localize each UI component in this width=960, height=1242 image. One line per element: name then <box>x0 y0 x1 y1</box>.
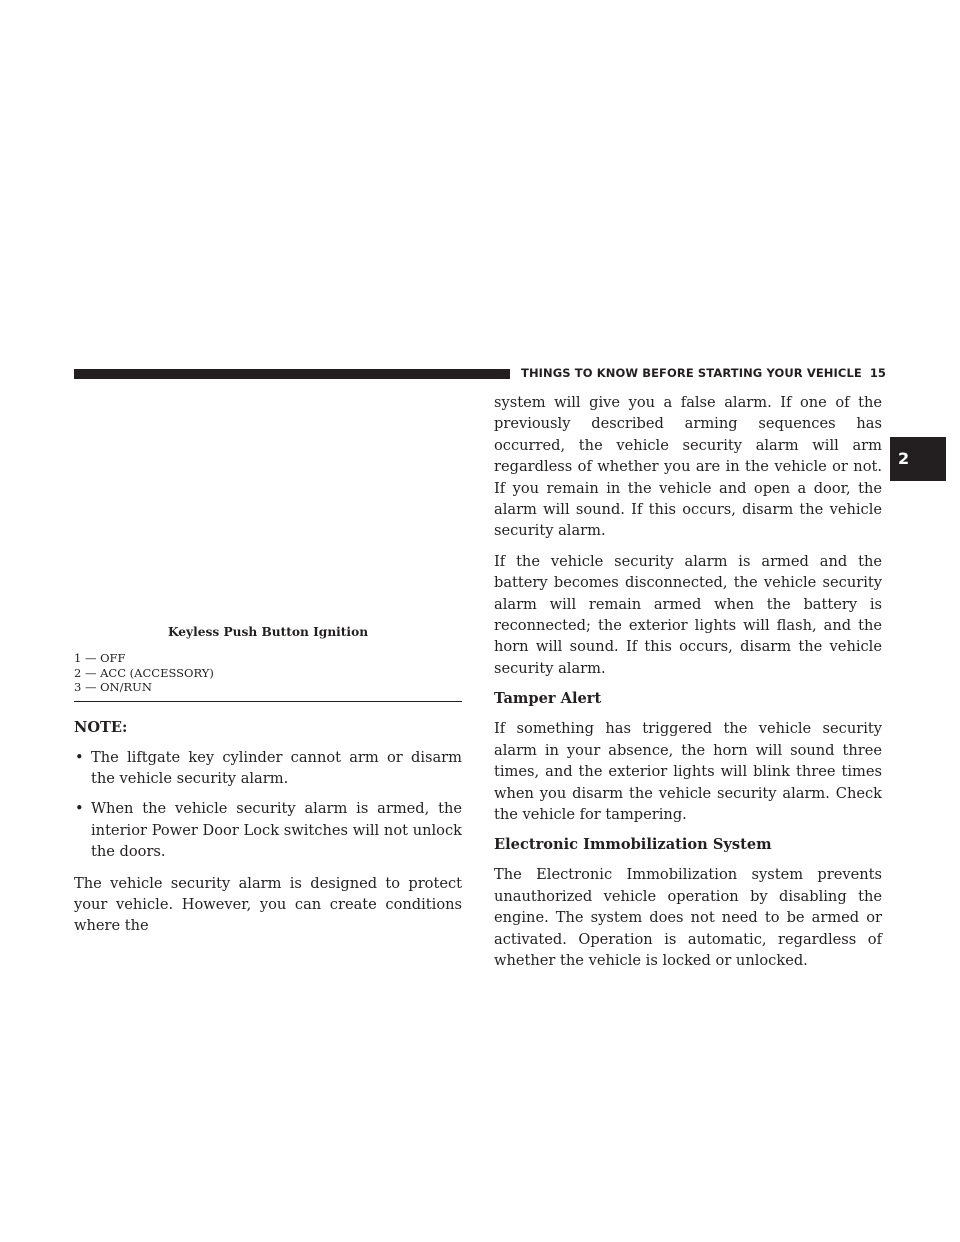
section-heading-immobilization: Electronic Immobilization System <box>494 836 772 854</box>
page-number: 15 <box>869 366 887 380</box>
section-heading-tamper-alert: Tamper Alert <box>494 690 602 708</box>
note-label: NOTE: <box>74 718 128 736</box>
legend-item: 2 — ACC (ACCESSORY) <box>74 665 214 680</box>
header-rule-bar <box>74 369 510 379</box>
left-column <box>74 624 462 946</box>
note-bullet: • The liftgate key cylinder cannot arm or disarm the vehicle security alarm. <box>74 747 462 790</box>
body-paragraph: If the vehicle security alarm is armed and the battery becomes disconnected, the vehicle security alarm will remain armed when the battery is reconnected; the exterior lights will flash, and the horn will sound. If this occurs, disarm the vehicle security alarm. <box>494 552 882 677</box>
legend-item: 3 — ON/RUN <box>74 680 152 694</box>
section-title: THINGS TO KNOW BEFORE STARTING YOUR VEHICLE <box>521 366 862 380</box>
right-column <box>494 392 882 980</box>
running-header <box>521 366 886 380</box>
figure-caption-title: Keyless Push Button Ignition <box>167 625 369 639</box>
body-paragraph: If something has triggered the vehicle security alarm in your absence, the horn will sound three times, and the exterior lights will blink three times when you disarm the vehicle security alarm. Check the vehicle for tampering. <box>494 720 882 823</box>
body-paragraph: system will give you a false alarm. If one of the previously described arming sequences has occurred, the vehicle security alarm will arm regardless of whether you are in the vehicle or not. If you remain in the vehicle and open a door, the alarm will sound. If this occurs, disarm the vehicle security alarm. <box>494 394 882 540</box>
body-paragraph: The vehicle security alarm is designed to protect your vehicle. However, you can create conditions where the <box>74 874 462 935</box>
body-paragraph: The Electronic Immobilization system prevents unauthorized vehicle operation by disabling the engine. The system does not need to be armed or activated. Operation is automatic, regardless of whether the vehicle is locked or unlocked. <box>494 866 882 969</box>
figure-caption <box>74 624 462 702</box>
legend-item: 1 — OFF <box>74 651 126 665</box>
note-bullet: • When the vehicle security alarm is armed, the interior Power Door Lock switches will not unlock the doors. <box>74 798 462 862</box>
header-rule-bar-notch <box>488 373 510 379</box>
chapter-tab: 2 <box>890 437 946 481</box>
figure-legend <box>74 651 462 702</box>
